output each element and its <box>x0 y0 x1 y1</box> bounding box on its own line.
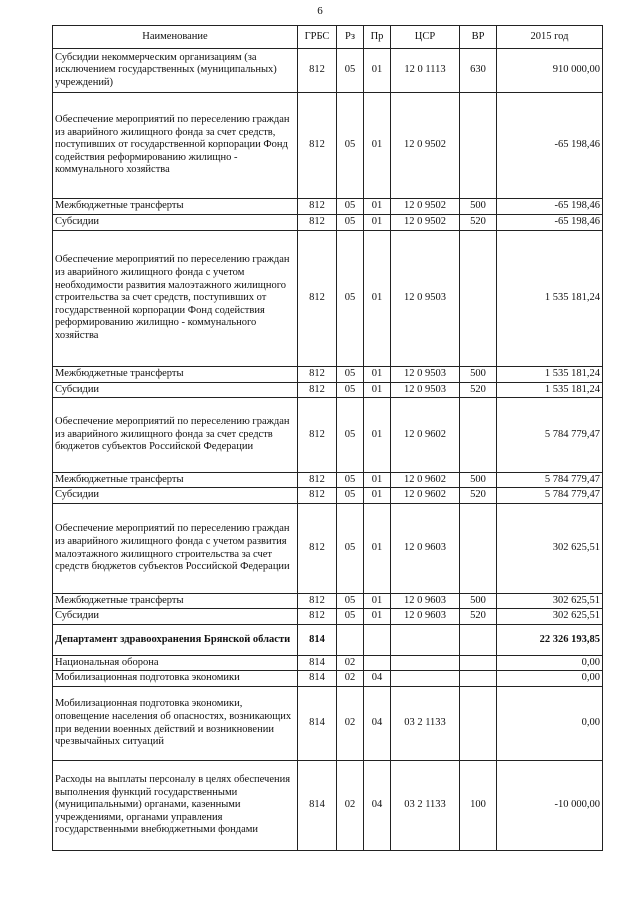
cell-pr: 01 <box>364 93 391 199</box>
cell-name: Субсидии <box>53 488 298 504</box>
header-csr: ЦСР <box>391 26 460 49</box>
cell-name: Субсидии <box>53 215 298 231</box>
table-row <box>53 594 603 609</box>
cell-grbs: 812 <box>298 383 337 398</box>
cell-rz: 05 <box>337 93 364 199</box>
cell-grbs: 812 <box>298 398 337 473</box>
cell-csr: 12 0 9502 <box>391 215 460 231</box>
cell-sum: 5 784 779,47 <box>497 473 603 488</box>
cell-pr: 04 <box>364 671 391 687</box>
cell-name: Субсидии некоммерческим организациям (за исключением государственных (муниципальных) учреждений) <box>53 49 298 93</box>
cell-vr: 520 <box>460 609 497 625</box>
header-grbs: ГРБС <box>298 26 337 49</box>
cell-sum: 302 625,51 <box>497 609 603 625</box>
cell-csr: 12 0 9603 <box>391 609 460 625</box>
header-pr: Пр <box>364 26 391 49</box>
cell-rz: 05 <box>337 488 364 504</box>
cell-grbs: 812 <box>298 49 337 93</box>
cell-grbs: 814 <box>298 671 337 687</box>
cell-grbs: 814 <box>298 761 337 851</box>
cell-sum: 5 784 779,47 <box>497 398 603 473</box>
cell-sum: 0,00 <box>497 656 603 671</box>
cell-pr: 04 <box>364 761 391 851</box>
cell-rz: 05 <box>337 609 364 625</box>
table-row <box>53 488 603 504</box>
table-body <box>53 49 603 851</box>
header-sum: 2015 год <box>497 26 603 49</box>
cell-csr: 12 0 9502 <box>391 199 460 215</box>
table-row <box>53 761 603 851</box>
table-row <box>53 625 603 656</box>
cell-grbs: 812 <box>298 93 337 199</box>
cell-vr: 500 <box>460 473 497 488</box>
cell-pr: 01 <box>364 231 391 367</box>
cell-csr: 12 0 9603 <box>391 594 460 609</box>
cell-rz: 05 <box>337 199 364 215</box>
cell-sum: 1 535 181,24 <box>497 231 603 367</box>
cell-csr: 12 0 1113 <box>391 49 460 93</box>
cell-pr: 01 <box>364 199 391 215</box>
table-header-row <box>53 26 603 49</box>
cell-sum: 22 326 193,85 <box>497 625 603 656</box>
table-row <box>53 687 603 761</box>
cell-vr <box>460 625 497 656</box>
cell-csr <box>391 625 460 656</box>
cell-grbs: 812 <box>298 504 337 594</box>
cell-sum: 1 535 181,24 <box>497 383 603 398</box>
cell-grbs: 812 <box>298 199 337 215</box>
cell-grbs: 812 <box>298 594 337 609</box>
cell-csr: 12 0 9502 <box>391 93 460 199</box>
cell-pr: 01 <box>364 504 391 594</box>
cell-csr: 12 0 9602 <box>391 473 460 488</box>
cell-name: Субсидии <box>53 383 298 398</box>
cell-rz: 02 <box>337 656 364 671</box>
cell-pr: 01 <box>364 594 391 609</box>
cell-name: Обеспечение мероприятий по переселению граждан из аварийного жилищного фонда за счет средств, поступивших от государственной корпорации Фонд содействия реформированию жилищно - коммунального хозяйства <box>53 93 298 199</box>
cell-rz: 05 <box>337 215 364 231</box>
cell-csr: 12 0 9602 <box>391 488 460 504</box>
cell-rz: 05 <box>337 367 364 383</box>
table-row <box>53 215 603 231</box>
budget-table <box>52 25 603 851</box>
cell-grbs: 812 <box>298 215 337 231</box>
cell-rz: 05 <box>337 473 364 488</box>
cell-vr <box>460 231 497 367</box>
cell-vr <box>460 671 497 687</box>
cell-rz: 02 <box>337 671 364 687</box>
cell-csr: 12 0 9602 <box>391 398 460 473</box>
cell-csr <box>391 671 460 687</box>
cell-vr <box>460 687 497 761</box>
cell-pr: 01 <box>364 473 391 488</box>
cell-name: Расходы на выплаты персоналу в целях обеспечения выполнения функций государственными (муниципальными) органами, казенными учреждениями, органами управления государственными внебюджетными фондами <box>53 761 298 851</box>
cell-vr: 500 <box>460 367 497 383</box>
cell-name: Департамент здравоохранения Брянской области <box>53 625 298 656</box>
cell-sum: -10 000,00 <box>497 761 603 851</box>
cell-rz: 05 <box>337 49 364 93</box>
cell-name: Мобилизационная подготовка экономики <box>53 671 298 687</box>
cell-sum: -65 198,46 <box>497 215 603 231</box>
cell-csr: 03 2 1133 <box>391 687 460 761</box>
table-row <box>53 93 603 199</box>
cell-vr: 630 <box>460 49 497 93</box>
header-name: Наименование <box>53 26 298 49</box>
header-rz: Рз <box>337 26 364 49</box>
cell-name: Межбюджетные трансферты <box>53 199 298 215</box>
cell-name: Обеспечение мероприятий по переселению граждан из аварийного жилищного фонда с учетом необходимости развития малоэтажного жилищного строительства за счет средств, поступивших от государственной корпорации Фонд содействия реформированию жилищно - коммунального хозяйства <box>53 231 298 367</box>
cell-pr: 01 <box>364 398 391 473</box>
cell-csr: 03 2 1133 <box>391 761 460 851</box>
cell-name: Межбюджетные трансферты <box>53 473 298 488</box>
header-vr: ВР <box>460 26 497 49</box>
cell-pr: 01 <box>364 367 391 383</box>
cell-sum: 1 535 181,24 <box>497 367 603 383</box>
cell-vr: 500 <box>460 199 497 215</box>
cell-grbs: 814 <box>298 656 337 671</box>
cell-csr: 12 0 9503 <box>391 367 460 383</box>
cell-csr: 12 0 9503 <box>391 231 460 367</box>
cell-vr: 100 <box>460 761 497 851</box>
cell-csr: 12 0 9603 <box>391 504 460 594</box>
cell-vr: 500 <box>460 594 497 609</box>
cell-name: Межбюджетные трансферты <box>53 367 298 383</box>
cell-vr: 520 <box>460 488 497 504</box>
cell-sum: 5 784 779,47 <box>497 488 603 504</box>
table-row <box>53 49 603 93</box>
cell-rz: 02 <box>337 687 364 761</box>
cell-name: Субсидии <box>53 609 298 625</box>
cell-grbs: 814 <box>298 687 337 761</box>
cell-rz: 05 <box>337 383 364 398</box>
cell-rz: 05 <box>337 594 364 609</box>
cell-vr <box>460 398 497 473</box>
table-row <box>53 671 603 687</box>
cell-vr <box>460 656 497 671</box>
cell-grbs: 812 <box>298 367 337 383</box>
cell-grbs: 812 <box>298 488 337 504</box>
cell-pr: 01 <box>364 383 391 398</box>
page-number: 6 <box>317 5 323 17</box>
cell-name: Межбюджетные трансферты <box>53 594 298 609</box>
cell-rz: 05 <box>337 504 364 594</box>
cell-grbs: 812 <box>298 609 337 625</box>
cell-rz: 05 <box>337 398 364 473</box>
cell-pr: 01 <box>364 609 391 625</box>
cell-rz <box>337 625 364 656</box>
table-row <box>53 199 603 215</box>
cell-name: Мобилизационная подготовка экономики, оповещение населения об опасностях, возникающих при ведении военных действий и возникновении чрезвычайных ситуаций <box>53 687 298 761</box>
cell-pr: 04 <box>364 687 391 761</box>
cell-sum: 910 000,00 <box>497 49 603 93</box>
cell-sum: -65 198,46 <box>497 199 603 215</box>
cell-name: Национальная оборона <box>53 656 298 671</box>
table-row <box>53 656 603 671</box>
cell-sum: 302 625,51 <box>497 504 603 594</box>
table-row <box>53 383 603 398</box>
cell-sum: 0,00 <box>497 671 603 687</box>
cell-sum: -65 198,46 <box>497 93 603 199</box>
cell-name: Обеспечение мероприятий по переселению граждан из аварийного жилищного фонда за счет средств бюджетов субъектов Российской Федерации <box>53 398 298 473</box>
table-row <box>53 504 603 594</box>
cell-vr: 520 <box>460 383 497 398</box>
cell-vr: 520 <box>460 215 497 231</box>
table-row <box>53 367 603 383</box>
cell-vr <box>460 504 497 594</box>
cell-pr: 01 <box>364 488 391 504</box>
table-row <box>53 473 603 488</box>
cell-grbs: 814 <box>298 625 337 656</box>
cell-rz: 02 <box>337 761 364 851</box>
cell-pr: 01 <box>364 215 391 231</box>
table-row <box>53 231 603 367</box>
cell-sum: 302 625,51 <box>497 594 603 609</box>
table-row <box>53 609 603 625</box>
cell-grbs: 812 <box>298 231 337 367</box>
table-row <box>53 398 603 473</box>
cell-csr: 12 0 9503 <box>391 383 460 398</box>
cell-grbs: 812 <box>298 473 337 488</box>
cell-pr <box>364 656 391 671</box>
cell-sum: 0,00 <box>497 687 603 761</box>
cell-csr <box>391 656 460 671</box>
cell-vr <box>460 93 497 199</box>
cell-name: Обеспечение мероприятий по переселению граждан из аварийного жилищного фонда с учетом развития малоэтажного жилищного строительства за счет средств бюджетов субъектов Российской Федерации <box>53 504 298 594</box>
cell-pr <box>364 625 391 656</box>
cell-pr: 01 <box>364 49 391 93</box>
cell-rz: 05 <box>337 231 364 367</box>
